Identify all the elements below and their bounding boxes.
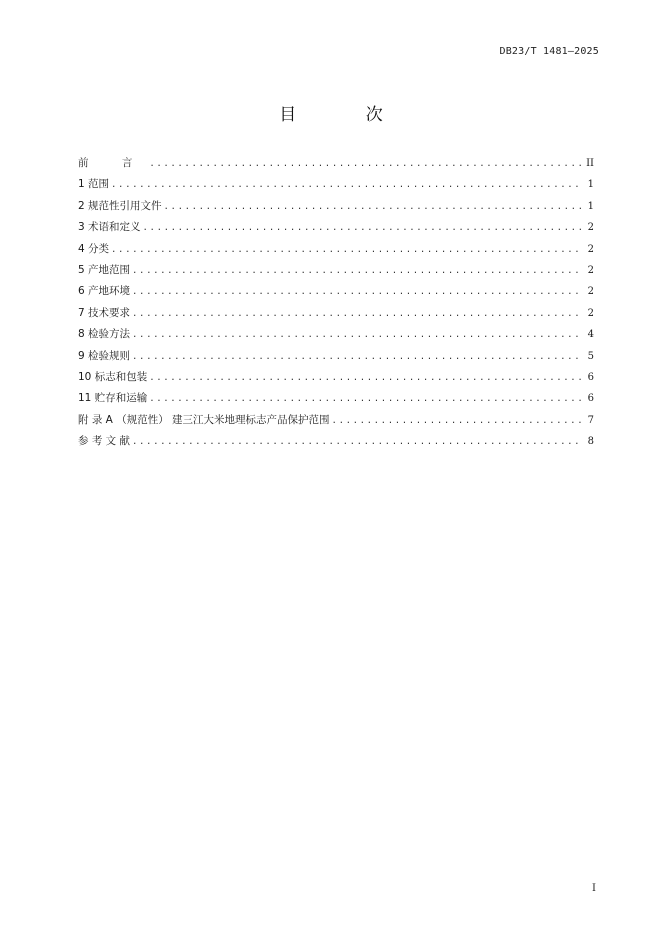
toc-entry-page: 1 xyxy=(587,200,594,212)
toc-entry-origin-area[interactable] xyxy=(78,260,594,281)
toc-entry-classification[interactable] xyxy=(78,239,594,260)
toc-dot-leader xyxy=(143,218,583,239)
toc-dot-leader xyxy=(149,154,583,175)
toc-dot-leader xyxy=(111,240,583,261)
toc-dot-leader xyxy=(132,347,583,368)
toc-entry-page: 6 xyxy=(587,393,594,405)
toc-entry-page: 4 xyxy=(587,329,594,341)
toc-entry-technical-requirements[interactable] xyxy=(78,303,594,324)
toc-entry-label: 3 术语和定义 xyxy=(78,221,141,234)
toc-entry-page: 6 xyxy=(587,371,594,383)
toc-dot-leader xyxy=(149,389,583,410)
toc-entry-appendix-a[interactable] xyxy=(78,410,594,431)
toc-entry-label: 8 检验方法 xyxy=(78,328,131,341)
toc-dot-leader xyxy=(111,175,583,196)
toc-entry-bibliography[interactable] xyxy=(78,431,594,452)
page-number: I xyxy=(592,883,596,894)
toc-dot-leader xyxy=(164,197,583,218)
toc-dot-leader xyxy=(132,304,583,325)
toc-entry-label: 前 言 xyxy=(78,157,148,169)
toc-entry-label: 2 规范性引用文件 xyxy=(78,199,162,212)
toc-dot-leader xyxy=(132,432,583,453)
toc-entry-page: 2 xyxy=(587,286,594,298)
toc-entry-page: 2 xyxy=(587,307,594,319)
toc-entry-foreword[interactable] xyxy=(78,153,594,174)
toc-entry-page: 1 xyxy=(587,179,594,191)
toc-entry-scope[interactable] xyxy=(78,174,594,195)
toc-dot-leader xyxy=(332,411,583,432)
toc-entry-terms-definitions[interactable] xyxy=(78,217,594,238)
toc-entry-label: 5 产地范围 xyxy=(78,263,131,276)
toc-entry-label: 9 检验规则 xyxy=(78,349,131,362)
toc-entry-inspection-rules[interactable] xyxy=(78,346,594,367)
toc-entry-page: 2 xyxy=(587,264,594,276)
toc-entry-page: 7 xyxy=(587,414,594,426)
toc-dot-leader xyxy=(132,282,583,303)
toc-dot-leader xyxy=(149,368,583,389)
toc-entry-label: 11 贮存和运输 xyxy=(78,392,148,405)
toc-title: 目 次 xyxy=(279,105,415,125)
toc-entry-page: 8 xyxy=(587,436,594,448)
toc-entry-page: 2 xyxy=(587,243,594,255)
toc-entry-page: 2 xyxy=(587,222,594,234)
toc-entry-label: 10 标志和包装 xyxy=(78,370,148,383)
toc-entry-label: 参 考 文 献 xyxy=(78,435,131,448)
toc-entry-page: 5 xyxy=(587,350,594,362)
toc-list xyxy=(78,153,594,452)
toc-entry-origin-environment[interactable] xyxy=(78,281,594,302)
toc-entry-label: 6 产地环境 xyxy=(78,285,131,298)
toc-entry-label: 附 录 A （规范性） 建三江大米地理标志产品保护范围 xyxy=(78,413,330,426)
toc-entry-label: 1 范围 xyxy=(78,178,110,191)
toc-entry-test-methods[interactable] xyxy=(78,324,594,345)
toc-entry-marking-packaging[interactable] xyxy=(78,367,594,388)
toc-entry-page: II xyxy=(586,158,594,169)
toc-entry-label: 4 分类 xyxy=(78,242,110,255)
toc-dot-leader xyxy=(132,261,583,282)
toc-dot-leader xyxy=(132,325,583,346)
document-code: DB23/T 1481—2025 xyxy=(499,46,599,57)
toc-entry-normative-references[interactable] xyxy=(78,196,594,217)
toc-entry-storage-transport[interactable] xyxy=(78,388,594,409)
toc-entry-label: 7 技术要求 xyxy=(78,306,131,319)
